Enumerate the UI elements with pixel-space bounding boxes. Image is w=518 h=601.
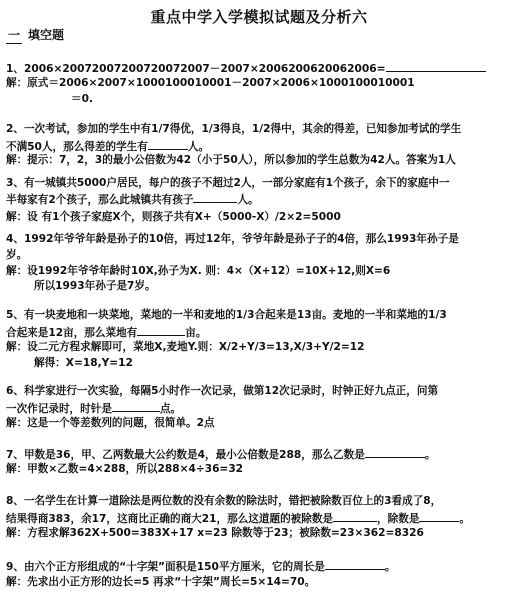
solution-1-line-1: 解：原式＝2006×2007×1000100010001－2007×2006×1000100010001 — [6, 77, 415, 89]
question-2-line-1: 2、一次考试，参加的学生中有1/7得优，1/3得良，1/2得中，其余的得差，已知参加考试的学生 — [6, 123, 462, 135]
question-3-line-2 — [6, 191, 512, 208]
question-8-line-1: 8、一名学生在计算一道除法是两位数的没有余数的除法时，错把被除数百位上的3看成了8， — [6, 495, 442, 507]
solution-8: 解：方程求解362X+500=383X+17 x=23 除数等于23；被除数=23×362=8326 — [6, 527, 424, 539]
section-label: 填空题 — [28, 28, 65, 42]
section-heading — [6, 26, 64, 44]
question-8-text-2: ，除数是 — [377, 513, 420, 525]
answer-blank — [325, 558, 385, 570]
answer-blank — [386, 60, 486, 72]
question-9 — [6, 558, 512, 575]
question-8-text: 结果得商383，余17，这商比正确的商大21，那么这道题的被除数是 — [6, 513, 334, 525]
question-6-line-2 — [6, 400, 512, 417]
solution-9: 解：先求出小正方形的边长=5 再求“十字架”周长=5×14=70。 — [6, 576, 316, 588]
answer-blank — [365, 446, 425, 458]
solution-7: 解：甲数×乙数=4×288，所以288×4÷36=32 — [6, 463, 244, 475]
solution-1-line-2: ＝0. — [71, 93, 93, 105]
question-7-end: 。 — [424, 449, 436, 461]
question-6-line-1: 6、科学家进行一次实验，每隔5小时作一次记录，做第12次记录时，时钟正好九点正，问第 — [6, 385, 439, 397]
question-2-text: 不满50人，那么得差的学生有 — [6, 141, 148, 153]
solution-4-line-2: 所以1993年孙子是7岁。 — [34, 280, 156, 292]
question-2-unit: 人。 — [187, 141, 210, 153]
answer-blank — [193, 191, 237, 203]
question-9-text: 9、由六个正方形组成的“十字架”面积是150平方厘米，它的周长是 — [6, 561, 325, 573]
question-7 — [6, 446, 512, 463]
answer-blank — [112, 400, 160, 412]
answer-blank — [333, 510, 377, 522]
question-3-unit: 人。 — [237, 194, 259, 206]
page-title: 重点中学入学模拟试题及分析六 — [150, 8, 368, 26]
question-6-text: 一次作记录时，时针是 — [6, 403, 112, 415]
question-3-text: 半每家有2个孩子，那么此城镇共有孩子 — [6, 194, 194, 206]
answer-blank — [419, 510, 459, 522]
question-8-end: 。 — [459, 513, 471, 525]
question-3-line-1: 3、有一城镇共5000户居民，每户的孩子不超过2人，一部分家庭有1个孩子，余下的家庭中一 — [6, 177, 450, 189]
solution-6: 解：这是一个等差数列的问题，很简单。2点 — [6, 417, 215, 429]
answer-blank — [137, 324, 185, 336]
question-1-text: 1、2006×20072007200720072007－2007×2006200620062006= — [6, 63, 386, 75]
question-5-text: 合起来是12亩，那么菜地有 — [6, 327, 138, 339]
section-number: 一 — [8, 28, 21, 42]
question-5-line-1: 5、有一块麦地和一块菜地，菜地的一半和麦地的1/3合起来是13亩。麦地的一半和菜地的1/3 — [6, 309, 447, 321]
solution-2: 解：提示：7，2，3的最小公倍数为42（小于50人），所以参加的学生总数为42人。答案为1人 — [6, 154, 456, 166]
solution-5-line-1: 解：设二元方程求解即可，菜地X,麦地Y.则：X/2+Y/3=13,X/3+Y/2=12 — [6, 341, 365, 353]
question-4-line-1: 4、1992年爷爷年龄是孙子的10倍，再过12年，爷爷年龄是孙子子的4倍，那么1993年孙子是 — [6, 233, 459, 245]
question-5-line-2 — [6, 324, 512, 341]
question-1 — [6, 60, 512, 77]
solution-5-line-2: 解得：X=18,Y=12 — [34, 357, 133, 369]
question-4-line-2: 岁。 — [6, 249, 28, 261]
question-6-unit: 点。 — [159, 403, 182, 415]
solution-3: 解：设 有1个孩子家庭X个，则孩子共有X+（5000-X）/2×2=5000 — [6, 211, 341, 223]
question-8-line-2 — [6, 510, 512, 527]
answer-blank — [148, 138, 188, 150]
solution-4-line-1: 解：设1992年爷爷年龄时10X,孙子为X. 则：4×（X+12）=10X+12,则X=6 — [6, 265, 391, 277]
question-9-end: 。 — [384, 561, 396, 573]
question-7-text: 7、甲数是36，甲、乙两数最大公约数是4，最小公倍数是288，那么乙数是 — [6, 449, 365, 461]
question-5-unit: 亩。 — [185, 327, 207, 339]
